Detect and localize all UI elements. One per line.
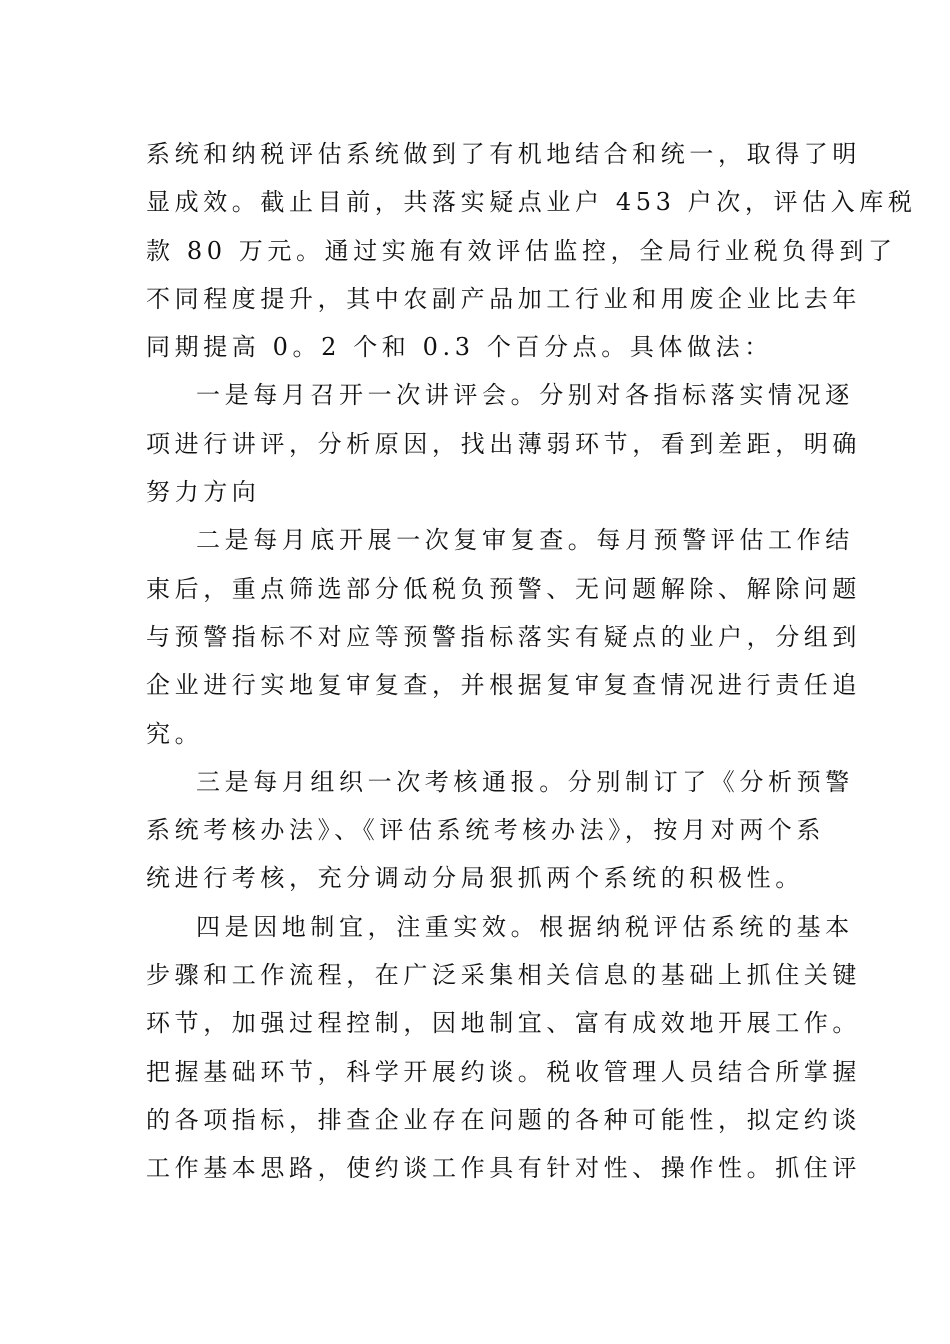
text-line: 企业进行实地复审复查，并根据复审复查情况进行责任追 bbox=[146, 671, 861, 700]
text-line: 项进行讲评，分析原因，找出薄弱环节，看到差距，明确 bbox=[146, 429, 861, 458]
text-line: 究。 bbox=[146, 719, 204, 748]
text-line: 系统考核办法》、《评估系统考核办法》，按月对两个系 bbox=[146, 816, 825, 845]
paragraph-first-line: 二是每月底开展一次复审复查。每月预警评估工作结 bbox=[196, 526, 854, 555]
text-line: 款 80 万元。通过实施有效评估监控，全局行业税负得到了 bbox=[146, 236, 897, 265]
paragraph-first-line: 四是因地制宜，注重实效。根据纳税评估系统的基本 bbox=[196, 912, 854, 941]
text-line: 环节，加强过程控制，因地制宜、富有成效地开展工作。 bbox=[146, 1009, 861, 1038]
text-line: 与预警指标不对应等预警指标落实有疑点的业户，分组到 bbox=[146, 622, 861, 651]
text-line: 的各项指标，排查企业存在问题的各种可能性，拟定约谈 bbox=[146, 1105, 861, 1134]
text-line: 统进行考核，充分调动分局狠抓两个系统的积极性。 bbox=[146, 864, 804, 893]
text-line: 把握基础环节，科学开展约谈。税收管理人员结合所掌握 bbox=[146, 1057, 861, 1086]
text-line: 步骤和工作流程，在广泛采集相关信息的基础上抓住关键 bbox=[146, 961, 861, 990]
text-line: 显成效。截止目前，共落实疑点业户 453 户次，评估入库税 bbox=[146, 188, 917, 217]
text-line: 束后，重点筛选部分低税负预警、无问题解除、解除问题 bbox=[146, 574, 861, 603]
text-line: 系统和纳税评估系统做到了有机地结合和统一，取得了明 bbox=[146, 140, 861, 168]
body-text bbox=[146, 130, 917, 1193]
text-line: 同期提高 0。2 个和 0.3 个百分点。具体做法： bbox=[146, 333, 773, 362]
paragraph-first-line: 一是每月召开一次讲评会。分别对各指标落实情况逐 bbox=[196, 381, 854, 410]
paragraph-first-line: 三是每月组织一次考核通报。分别制订了《分析预警 bbox=[196, 767, 854, 796]
text-line: 不同程度提升，其中农副产品加工行业和用废企业比去年 bbox=[146, 284, 861, 313]
text-line: 工作基本思路，使约谈工作具有针对性、操作性。抓住评 bbox=[146, 1154, 861, 1183]
text-line: 努力方向 bbox=[146, 478, 261, 507]
